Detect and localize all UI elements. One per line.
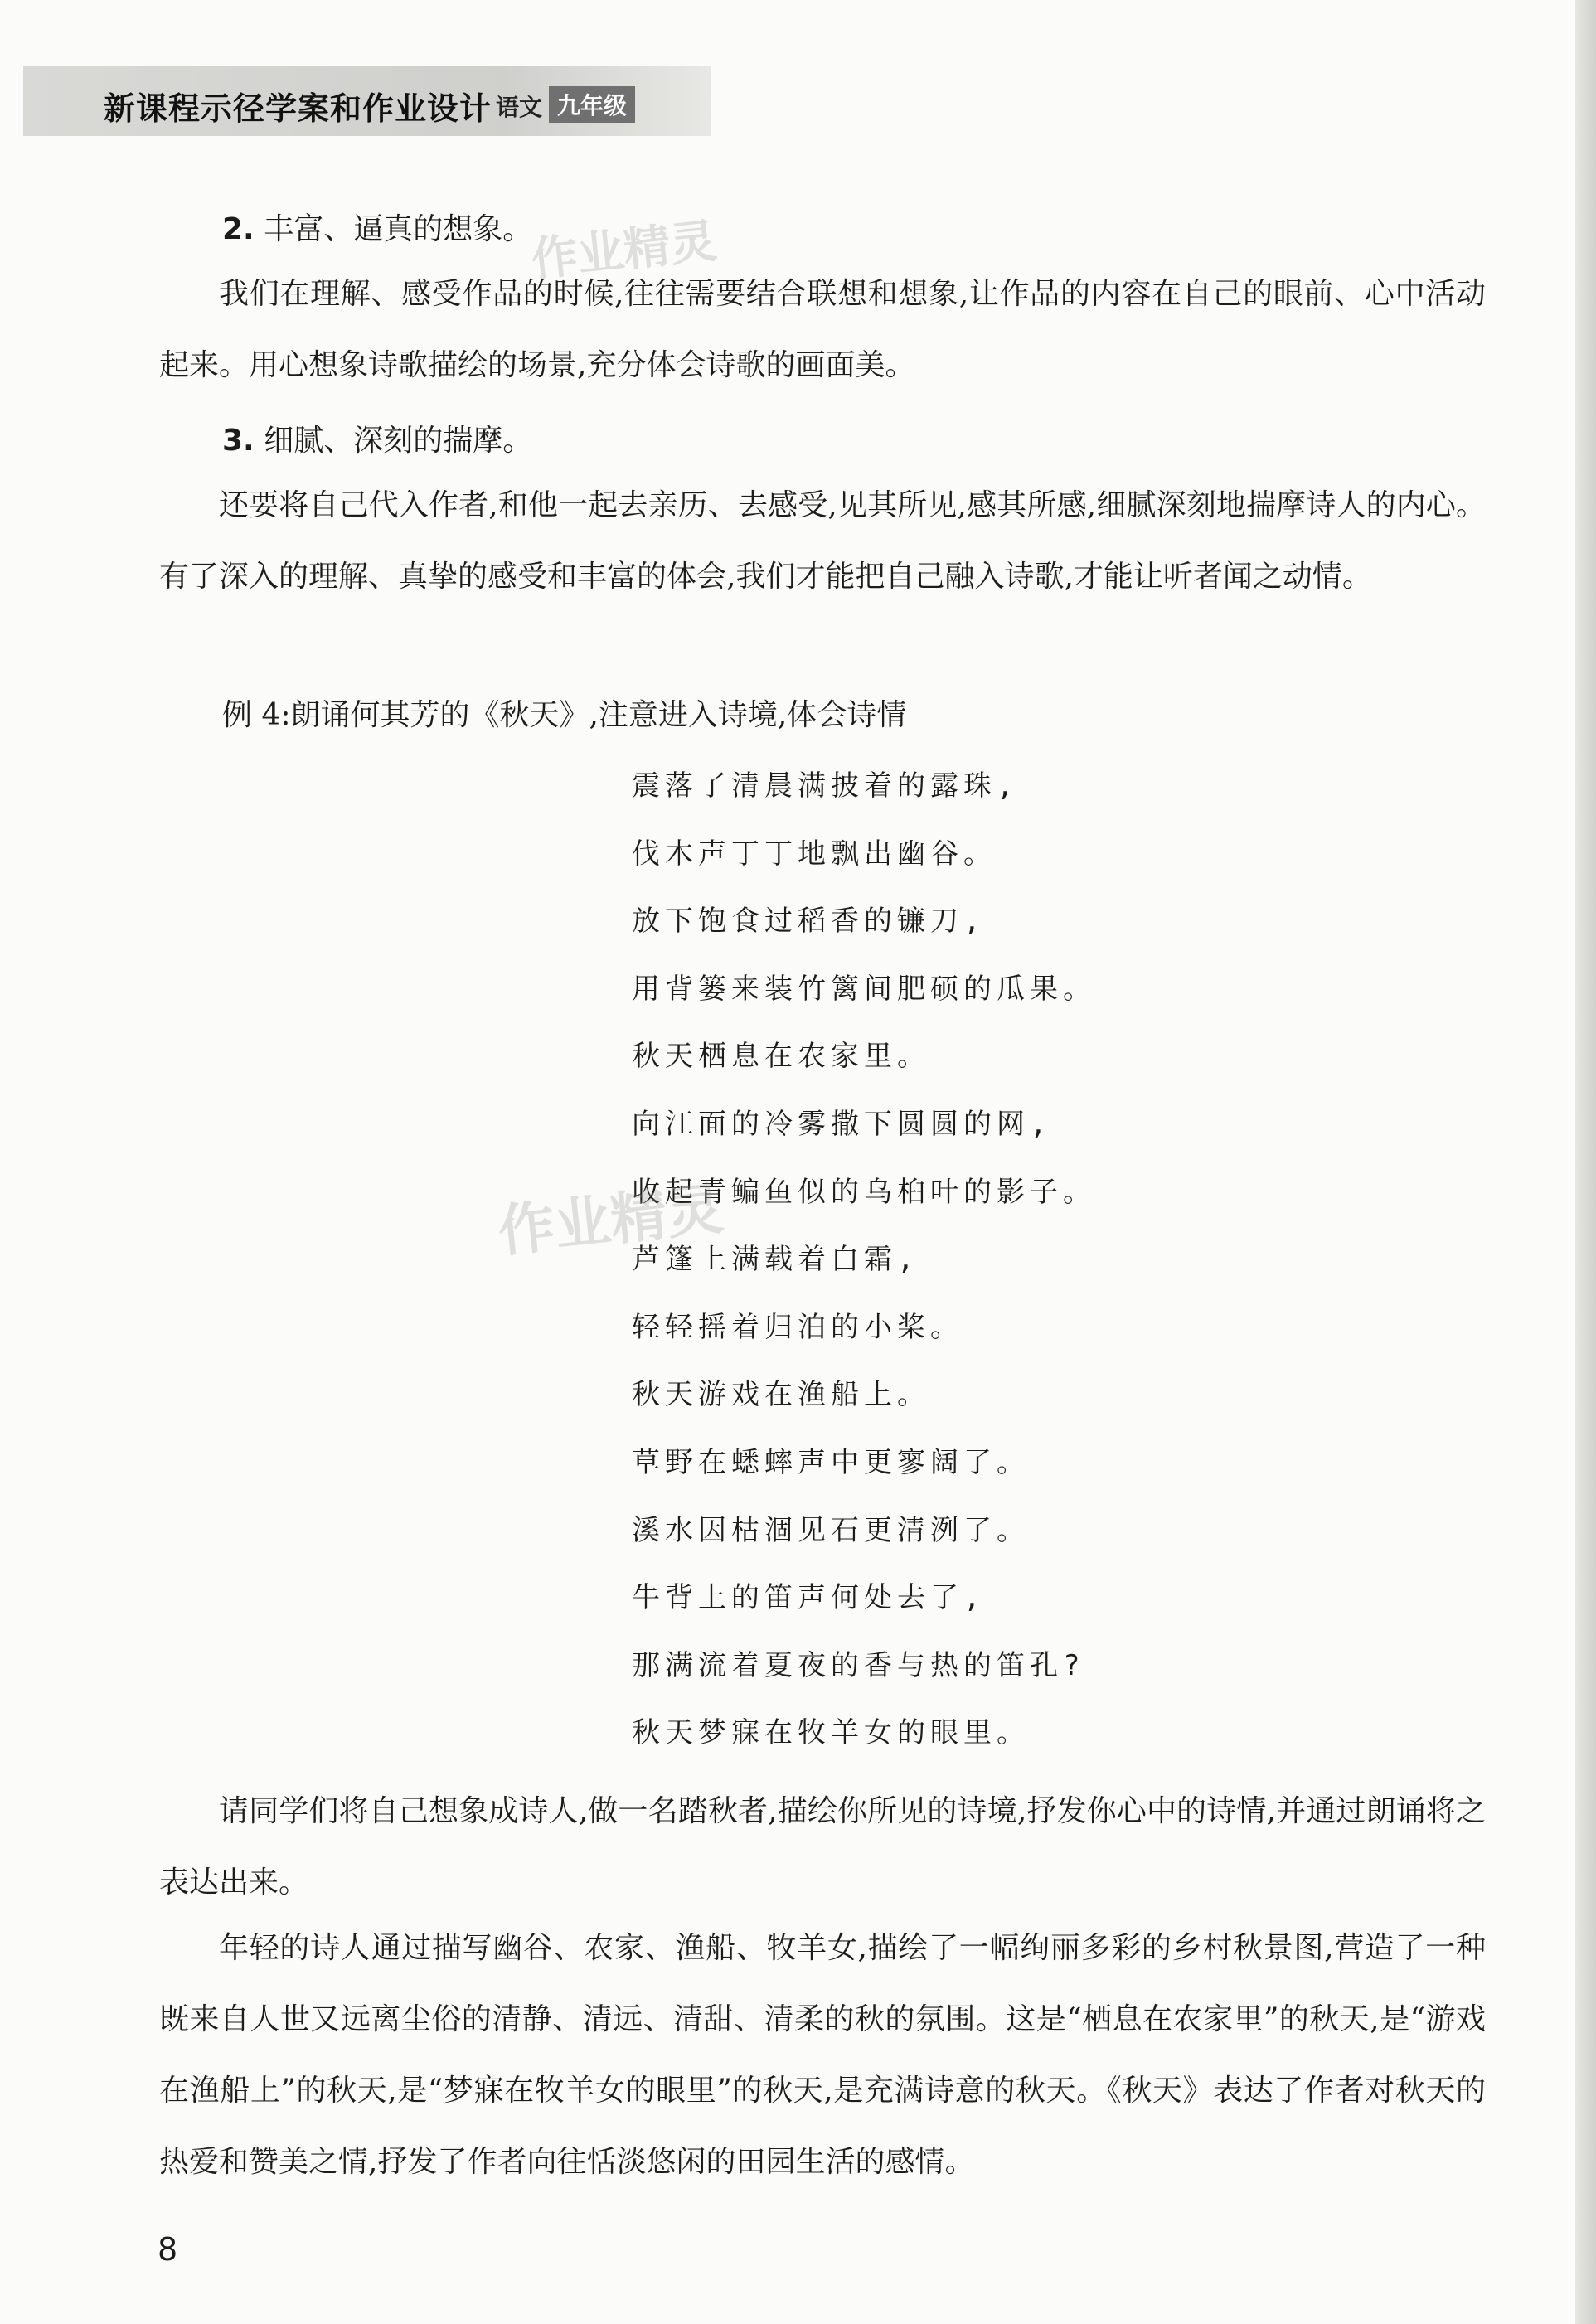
section-2-body: 我们在理解、感受作品的时候,往往需要结合联想和想象,让作品的内容在自己的眼前、心中活动起来。用心想象诗歌描绘的场景,充分体会诗歌的画面美。	[159, 277, 1486, 382]
page-number: 8	[158, 2231, 178, 2268]
poem-line: 震落了清晨满披着的露珠,	[632, 769, 1019, 803]
poem-line: 牛背上的笛声何处去了,	[632, 1581, 986, 1615]
poem-line: 芦篷上满载着白霜,	[632, 1243, 919, 1277]
section-3-heading	[222, 416, 532, 466]
poem-line: 溪水因枯涸见石更清洌了。	[632, 1513, 1030, 1547]
section-3-body: 还要将自己代入作者,和他一起去亲历、去感受,见其所见,感其所感,细腻深刻地揣摩诗人的内心。有了深入的理解、真挚的感受和丰富的体会,我们才能把自己融入诗歌,才能让听者闻之动情。	[159, 488, 1486, 594]
subject-label: 语文	[496, 94, 543, 121]
poem-line: 放下饱食过稻香的镰刀,	[632, 905, 986, 939]
poem-line: 收起青鳊鱼似的乌桕叶的影子。	[632, 1175, 1096, 1209]
poem-autumn	[632, 761, 1096, 1776]
section-3-title: 细腻、深刻的揣摩。	[264, 424, 533, 458]
analysis-paragraph: 年轻的诗人通过描写幽谷、农家、渔船、牧羊女,描绘了一幅绚丽多彩的乡村秋景图,营造了一种既来自人世又远离尘俗的清静、清远、清甜、清柔的秋的氛围。这是“栖息在农家里”的秋天,是“游戏在渔船上”的秋天,是“梦寐在牧羊女的眼里”的秋天,是充满诗意的秋天。《秋天》表达了作者对秋天的热爱和赞美之情,抒发了作者向往恬淡悠闲的田园生活的感情。	[159, 1931, 1486, 2179]
section-2-title: 丰富、逼真的想象。	[264, 212, 533, 246]
poem-line: 那满流着夏夜的香与热的笛孔?	[632, 1648, 1085, 1682]
poem-line: 草野在蟋蟀声中更寥阔了。	[632, 1445, 1030, 1479]
section-2-number: 2.	[222, 212, 255, 246]
poem-line: 伐木声丁丁地飘出幽谷。	[632, 837, 997, 871]
poem-line: 秋天栖息在农家里。	[632, 1040, 930, 1074]
section-3-number: 3.	[222, 424, 255, 458]
grade-badge: 九年级	[549, 86, 635, 123]
watermark-middle: 作业精灵	[495, 1176, 727, 1265]
poem-line: 秋天梦寐在牧羊女的眼里。	[632, 1716, 1030, 1750]
page-edge-shadow	[1575, 0, 1596, 2324]
poem-line: 秋天游戏在渔船上。	[632, 1378, 930, 1412]
poem-line: 用背篓来装竹篱间肥硕的瓜果。	[632, 972, 1096, 1006]
section-2-heading	[222, 205, 532, 255]
watermark-top: 作业精灵	[528, 214, 720, 288]
poem-line: 轻轻摇着归泊的小桨。	[632, 1310, 963, 1344]
poem-line: 向江面的冷雾撒下圆圆的网,	[632, 1107, 1052, 1141]
book-title: 新课程示径学案和作业设计	[104, 90, 492, 127]
example-4-intro: 例 4:朗诵何其芳的《秋天》,注意进入诗境,体会诗情	[222, 698, 907, 732]
task-paragraph: 请同学们将自己想象成诗人,做一名踏秋者,描绘你所见的诗境,抒发你心中的诗情,并通过朗诵将之表达出来。	[159, 1794, 1486, 1899]
